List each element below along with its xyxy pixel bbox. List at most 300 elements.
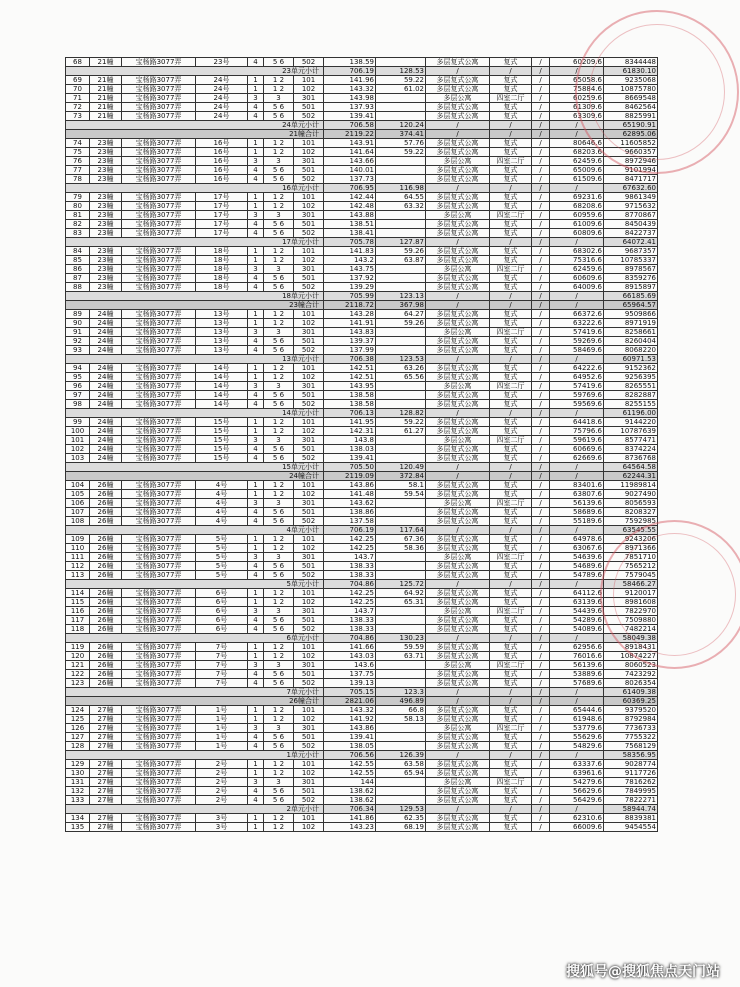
table-cell: 58944.74 [604,805,658,814]
table-cell: 138.86 [324,508,376,517]
table-cell: 1 2 [264,319,294,328]
table-cell: 89 [66,310,90,319]
table-cell: 86 [66,265,90,274]
table-row [66,319,658,328]
table-row [66,337,658,346]
table-cell: 3 [248,265,264,274]
table-cell: 87 [66,274,90,283]
table-cell: / [532,427,550,436]
table-row [66,436,658,445]
table-cell: 3 [248,661,264,670]
table-cell: 1 [248,643,264,652]
table-cell: 75 [66,148,90,157]
table-cell: / [532,310,550,319]
table-cell: 9687357 [604,247,658,256]
table-cell: 多层复式公寓 [426,310,490,319]
table-cell: / [532,526,550,535]
table-cell: 多层公寓 [426,328,490,337]
table-cell: 宝杨路3077弄 [122,400,196,409]
table-cell: 多层复式公寓 [426,274,490,283]
table-cell: 301 [294,328,324,337]
table-cell: 103 [66,454,90,463]
table-cell: 24幢 [90,436,122,445]
table-cell: 多层复式公寓 [426,679,490,688]
table-cell: 24幢 [90,337,122,346]
table-cell [376,211,426,220]
table-cell: / [532,814,550,823]
table-cell: 5 6 [264,283,294,292]
building-total-row [66,697,658,706]
table-cell: 54439.6 [550,607,604,616]
table-cell: 137.75 [324,670,376,679]
table-cell: 宝杨路3077弄 [122,553,196,562]
table-cell: / [532,184,550,193]
table-cell: 101 [294,247,324,256]
table-cell [376,220,426,229]
table-cell: 502 [294,517,324,526]
table-cell: 4 [248,454,264,463]
table-cell: 宝杨路3077弄 [122,139,196,148]
table-cell: / [532,562,550,571]
table-cell: 4号 [196,508,248,517]
table-cell: 23幢 [90,274,122,283]
table-cell: 多层复式公寓 [426,490,490,499]
table-cell: 复式 [490,652,532,661]
table-cell: / [532,112,550,121]
table-cell: 24幢 [90,391,122,400]
table-cell: 143.66 [324,157,376,166]
table-cell: 141.91 [324,319,376,328]
table-cell: 1 2 [264,85,294,94]
table-cell: 1 2 [264,643,294,652]
table-cell: 多层复式公寓 [426,652,490,661]
table-cell: 26幢 [90,598,122,607]
table-cell: 61009.6 [550,220,604,229]
table-cell: 宝杨路3077弄 [122,778,196,787]
table-row [66,823,658,832]
table-cell: 3 [248,724,264,733]
table-cell: 复式 [490,787,532,796]
table-cell: 60209.6 [550,58,604,67]
table-cell: 宝杨路3077弄 [122,535,196,544]
table-cell: 复式 [490,76,532,85]
table-cell: 4 [248,571,264,580]
table-cell: 多层公寓 [426,211,490,220]
table-cell: 5 6 [264,517,294,526]
subtotal-label: 14单元小计 [66,409,324,418]
table-cell: 宝杨路3077弄 [122,823,196,832]
table-cell: / [532,139,550,148]
table-cell: 多层复式公寓 [426,706,490,715]
table-cell: 101 [294,814,324,823]
price-list-table [65,57,658,832]
table-cell: 706.58 [324,121,376,130]
table-cell: / [550,688,604,697]
table-cell: 23幢 [90,175,122,184]
table-cell: 1 2 [264,544,294,553]
table-cell: 8825991 [604,112,658,121]
table-cell: 75884.6 [550,85,604,94]
table-cell: 127.87 [376,238,426,247]
table-cell: 3号 [196,814,248,823]
table-cell: 139.29 [324,283,376,292]
table-cell: 2821.06 [324,697,376,706]
table-cell: 4 [248,337,264,346]
table-cell: 106 [66,499,90,508]
table-cell: 宝杨路3077弄 [122,724,196,733]
table-row [66,274,658,283]
table-cell: 多层复式公寓 [426,148,490,157]
table-cell: 26幢 [90,589,122,598]
table-row [66,652,658,661]
table-cell: 4 [248,400,264,409]
table-cell: 23幢 [90,166,122,175]
table-cell: 7423292 [604,670,658,679]
table-cell: 502 [294,283,324,292]
table-cell: / [532,454,550,463]
table-cell: 140.01 [324,166,376,175]
table-cell: 多层复式公寓 [426,625,490,634]
table-cell: 宝杨路3077弄 [122,814,196,823]
table-cell: / [490,121,532,130]
table-cell: 宝杨路3077弄 [122,58,196,67]
table-cell: 1 2 [264,598,294,607]
table-cell: 1号 [196,715,248,724]
table-cell: 301 [294,436,324,445]
table-cell: 59.22 [376,148,426,157]
table-cell [376,274,426,283]
table-cell: / [532,202,550,211]
table-cell: 65.31 [376,598,426,607]
table-cell: / [426,805,490,814]
subtotal-label: 18单元小计 [66,292,324,301]
table-cell: 23幢 [90,211,122,220]
table-cell: 123.53 [376,355,426,364]
table-cell: 63807.6 [550,490,604,499]
table-cell: 85 [66,256,90,265]
table-cell: 137.93 [324,103,376,112]
table-cell: 64.55 [376,193,426,202]
table-cell: 1 2 [264,535,294,544]
table-cell: 复式 [490,139,532,148]
table-cell: / [532,148,550,157]
table-cell: 90 [66,319,90,328]
table-cell: 501 [294,787,324,796]
table-cell: 宝杨路3077弄 [122,346,196,355]
table-cell: 143.32 [324,706,376,715]
table-cell: 16号 [196,157,248,166]
table-cell: 7736733 [604,724,658,733]
table-cell: / [532,652,550,661]
table-cell: 宝杨路3077弄 [122,328,196,337]
table-cell: 四室二厅 [490,382,532,391]
table-cell: 9509866 [604,310,658,319]
table-cell: 24号 [196,76,248,85]
table-cell: 复式 [490,490,532,499]
table-cell: 宝杨路3077弄 [122,679,196,688]
table-cell: 113 [66,571,90,580]
table-cell: 56139.6 [550,661,604,670]
table-cell: 501 [294,670,324,679]
table-cell: 四室二厅 [490,724,532,733]
table-cell: 60259.6 [550,94,604,103]
table-cell: 宝杨路3077弄 [122,796,196,805]
table-cell: 11989814 [604,481,658,490]
table-cell: 16号 [196,166,248,175]
table-cell: 64009.6 [550,283,604,292]
table-cell: 26幢 [90,607,122,616]
table-cell: 宝杨路3077弄 [122,436,196,445]
table-cell: 26幢 [90,643,122,652]
table-row [66,112,658,121]
table-cell: 102 [294,256,324,265]
table-cell: 126 [66,724,90,733]
table-cell: 65964.57 [604,301,658,310]
table-cell [376,445,426,454]
table-row [66,382,658,391]
table-cell: 63.87 [376,256,426,265]
table-cell: 102 [66,445,90,454]
table-cell: 多层复式公寓 [426,823,490,832]
table-cell: 4 [248,733,264,742]
table-cell: 63.71 [376,652,426,661]
table-cell: 27幢 [90,733,122,742]
table-cell: 5 6 [264,175,294,184]
table-cell: 5 6 [264,571,294,580]
table-cell: 四室二厅 [490,328,532,337]
table-cell: / [426,697,490,706]
table-cell: 复式 [490,229,532,238]
table-cell [376,58,426,67]
table-cell: 多层复式公寓 [426,760,490,769]
table-cell: 多层复式公寓 [426,535,490,544]
table-cell: 多层公寓 [426,499,490,508]
table-cell [376,661,426,670]
table-cell: 多层复式公寓 [426,814,490,823]
table-cell: 501 [294,274,324,283]
table-row [66,85,658,94]
subtotal-label: 24幢合计 [66,472,324,481]
table-cell: 2118.72 [324,301,376,310]
table-cell: 101 [294,589,324,598]
table-cell: 8282887 [604,391,658,400]
table-cell [376,571,426,580]
table-cell: 4 [248,787,264,796]
table-cell: 1 2 [264,76,294,85]
table-cell: 138.33 [324,625,376,634]
table-cell: / [490,184,532,193]
table-cell: 121 [66,661,90,670]
table-cell: 8471717 [604,175,658,184]
table-cell: 372.84 [376,472,426,481]
table-cell: / [532,418,550,427]
table-cell: 26幢 [90,517,122,526]
table-cell: 复式 [490,544,532,553]
table-cell: 13号 [196,319,248,328]
table-row [66,778,658,787]
table-cell: 23幢 [90,220,122,229]
table-cell: 55629.6 [550,733,604,742]
table-cell: 143.23 [324,823,376,832]
table-cell: 706.95 [324,184,376,193]
table-cell: 宝杨路3077弄 [122,715,196,724]
table-cell: 706.19 [324,67,376,76]
table-cell: 123.3 [376,688,426,697]
table-cell: 27幢 [90,769,122,778]
table-cell: 137.99 [324,346,376,355]
table-cell: 4 [248,274,264,283]
table-cell: / [532,265,550,274]
table-cell: 宝杨路3077弄 [122,157,196,166]
table-cell: 118 [66,625,90,634]
table-cell: 114 [66,589,90,598]
table-cell: 3 [248,553,264,562]
table-cell: 宝杨路3077弄 [122,562,196,571]
table-cell: 102 [294,202,324,211]
subtotal-label: 26幢合计 [66,697,324,706]
table-cell: 2号 [196,796,248,805]
table-cell: 70 [66,85,90,94]
table-cell: 56629.6 [550,787,604,796]
table-cell: 宝杨路3077弄 [122,517,196,526]
table-cell: 4 [248,220,264,229]
table-cell: 宝杨路3077弄 [122,274,196,283]
table-cell: 2号 [196,769,248,778]
table-cell: 26幢 [90,535,122,544]
table-cell: / [490,526,532,535]
table-cell: 138.33 [324,562,376,571]
table-cell: 301 [294,661,324,670]
table-row [66,265,658,274]
table-cell: 5 6 [264,787,294,796]
table-cell: 138.41 [324,229,376,238]
table-cell: 367.98 [376,301,426,310]
table-cell: / [532,778,550,787]
table-cell: 98 [66,400,90,409]
table-cell: 5 6 [264,112,294,121]
unit-subtotal-row [66,409,658,418]
table-cell: 141.48 [324,490,376,499]
table-cell: / [532,175,550,184]
table-cell: 59.54 [376,490,426,499]
table-cell: 23幢 [90,148,122,157]
table-cell: 66.8 [376,706,426,715]
table-cell: / [490,67,532,76]
table-cell: 宝杨路3077弄 [122,571,196,580]
table-cell: 16号 [196,139,248,148]
table-cell: 27幢 [90,760,122,769]
table-cell: 3 [248,778,264,787]
table-cell: 63.26 [376,364,426,373]
table-cell: / [532,76,550,85]
table-cell: 66009.6 [550,823,604,832]
table-cell: / [426,301,490,310]
table-cell: 8258661 [604,328,658,337]
table-cell: / [532,499,550,508]
table-cell: 502 [294,175,324,184]
table-cell: 138.62 [324,796,376,805]
table-cell: 1 [248,715,264,724]
table-cell: 7568129 [604,742,658,751]
table-cell: / [532,436,550,445]
table-cell: 58469.6 [550,346,604,355]
table-cell [376,175,426,184]
table-cell: 18号 [196,265,248,274]
table-cell: 4号 [196,481,248,490]
table-cell: 宝杨路3077弄 [122,256,196,265]
table-cell: / [532,490,550,499]
table-cell: 143.88 [324,211,376,220]
table-cell: 3 [264,328,294,337]
table-row [66,445,658,454]
table-cell: / [550,751,604,760]
table-cell: 142.55 [324,760,376,769]
table-cell: / [532,751,550,760]
table-cell: / [532,58,550,67]
table-cell: 四室二厅 [490,553,532,562]
table-cell: 1 [248,535,264,544]
table-cell: 宝杨路3077弄 [122,103,196,112]
table-row [66,616,658,625]
table-row [66,346,658,355]
table-cell: 5号 [196,544,248,553]
table-cell: 23幢 [90,265,122,274]
table-cell: 1 2 [264,139,294,148]
table-cell: 宝杨路3077弄 [122,148,196,157]
table-cell: 62310.6 [550,814,604,823]
table-cell: 68302.6 [550,247,604,256]
table-cell: 复式 [490,247,532,256]
table-cell: 7849995 [604,787,658,796]
table-cell: 8255155 [604,400,658,409]
table-cell: / [490,751,532,760]
table-cell [376,94,426,103]
table-cell: 四室二厅 [490,778,532,787]
table-cell: / [532,382,550,391]
table-cell: / [550,301,604,310]
table-cell: 8068220 [604,346,658,355]
table-cell: 101 [294,481,324,490]
table-cell: 79 [66,193,90,202]
table-cell: 128.82 [376,409,426,418]
table-cell: 137.58 [324,517,376,526]
table-cell: 10875780 [604,85,658,94]
table-cell: 宝杨路3077弄 [122,418,196,427]
table-cell: 102 [294,148,324,157]
table-cell: 142.25 [324,589,376,598]
subtotal-label: 24单元小计 [66,121,324,130]
table-cell: 四室二厅 [490,157,532,166]
table-cell: 复式 [490,679,532,688]
table-cell: 多层公寓 [426,553,490,562]
table-row [66,679,658,688]
table-cell: 64418.6 [550,418,604,427]
table-cell: 142.51 [324,373,376,382]
table-cell: 21幢 [90,58,122,67]
table-cell: 501 [294,616,324,625]
table-cell: 宝杨路3077弄 [122,76,196,85]
table-cell: / [550,463,604,472]
table-cell: 138.59 [324,58,376,67]
table-cell [376,265,426,274]
table-cell: 复式 [490,715,532,724]
table-cell: 138.51 [324,220,376,229]
table-cell: 26幢 [90,508,122,517]
table-cell: 68203.6 [550,148,604,157]
table-cell: / [426,580,490,589]
table-cell: / [490,409,532,418]
table-cell: 7565212 [604,562,658,571]
